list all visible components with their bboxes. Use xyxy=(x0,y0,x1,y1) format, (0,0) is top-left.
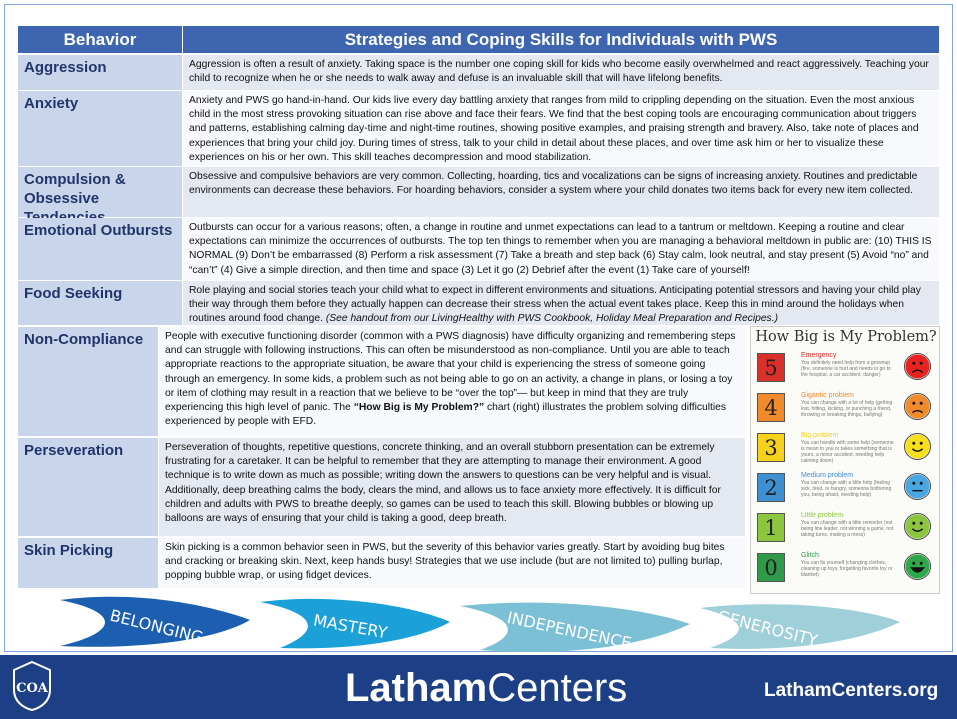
angry-face-icon xyxy=(904,353,931,380)
text-aggression: Aggression is often a result of anxiety. Taking space is the number one coping skill for kids who become easily overwhelmed and react aggressively. Teaching your child to recognize when he or she needs to walk away and defuse is an invaluable skill that will have lifelong benefits. xyxy=(183,55,939,90)
text-skin-picking: Skin picking is a common behavior seen in PWS, but the severity of this behavior varies greatly. Start by avoiding bug bites and cracking or breaking skin. Next, keep hands busy! Strategies that we use include (but are not limited to) pulling burlap, popping bubble wrap, or using fidget devices. xyxy=(159,538,745,588)
problem-level-4 xyxy=(757,391,935,427)
smile-face-icon xyxy=(904,433,931,460)
text-anxiety: Anxiety and PWS go hand-in-hand. Our kids live every day battling anxiety that ranges from mild to crippling depending on the situation. Even the most anxious child in the most stress provoking situation can rise above and face their fears. We find that the best coping tools are encouraging communication about triggers and patterns, establishing calming day-time and night-time routines, showing positive examples, and praising strength and bravery. Also, take note of places and experiences that bring your child joy. During times of stress, talk to your child in detail about these places, and over time ask him or her to visualize these experiences on his or her own. This skill teaches decompression and mood stabilization. xyxy=(183,91,939,166)
food-seeking-note: (See handout from our LivingHealthy with PWS Cookbook, Holiday Meal Preparation and Recipes.) xyxy=(325,313,778,325)
label-emotional-outbursts: Emotional Outbursts xyxy=(18,218,182,280)
text-non-compliance xyxy=(159,327,745,436)
label-anxiety: Anxiety xyxy=(18,91,182,166)
sad-face-icon xyxy=(904,393,931,420)
level-number: 3 xyxy=(757,433,785,462)
level-number: 0 xyxy=(757,553,785,582)
non-compliance-text: People with executive functioning disorder (common with a PWS diagnosis) have difficulty organizing and remembering steps and can struggle with following instructions. This can often be misunderstood as non-compliance. Until you are able to teach appropriate reactions to the appropriate situation, be aware that your child is experiencing the stress of someone going through an emergency. In some kids, a problem such as not being able to go on an activity, a change in plans, or losing a toy or item of clothing may result in a reaction that we believe to be “over the top”— but keep in mind that they are truly experiencing this high level of panic. The xyxy=(165,331,736,414)
level-description: You can change with a little help (feeling sick, tired, or hungry, someone bothering you, being afraid, needing help) xyxy=(801,480,892,498)
level-number: 2 xyxy=(757,473,785,502)
label-food-seeking: Food Seeking xyxy=(18,281,182,325)
level-name: Medium problem xyxy=(801,472,854,479)
text-compulsion: Obsessive and compulsive behaviors are very common. Collecting, hoarding, tics and vocalizations can be signs of increasing anxiety. Routines and predictable environments can decrease these behaviors. For hoarding behaviors, consider a system where your child donates two items back for every new item collected. xyxy=(183,167,939,217)
level-name: Big problem xyxy=(801,432,839,439)
level-description: You can fix yourself (changing clothes, cleaning up toys, forgetting favorite toy or blanket) xyxy=(801,560,893,578)
label-compulsion: Compulsion & Obsessive xyxy=(18,167,182,217)
website-url[interactable]: LathamCenters.org xyxy=(764,680,939,701)
header-strategies: Strategies and Coping Skills for Individuals with PWS xyxy=(183,26,939,53)
level-name: Emergency xyxy=(801,352,837,359)
food-seeking-text: Role playing and social stories teach your child what to expect in different environments and situations. Anticipating potential stressors and having your child play their way through them before they actually happen can decrease their stress when the actual event takes place. Keep this in mind around the holidays when routines around food change. xyxy=(189,285,921,325)
level-number: 4 xyxy=(757,393,785,422)
header-behavior: Behavior xyxy=(18,26,182,53)
level-number: 5 xyxy=(757,353,785,382)
how-big-is-my-problem-chart xyxy=(750,326,940,594)
label-aggression: Aggression xyxy=(18,55,182,90)
text-emotional-outbursts: Outbursts can occur for a various reasons; often, a change in routine and unmet expectations can lead to a tantrum or meltdown. Keeping a routine and clear expectations can minimize the occurrences of outbursts. The top ten things to remember when you are managing a behavioral meltdown in public are: (10) THIS IS NORMAL (9) Don’t be embarrassed (8) Perform a risk assessment (7) Take a breath and step back (6) Stay calm, look neutral, and stay present (5) Avoid “no” and “can’t” (4) Give a simple direction, and then time and space (3) Let it go (2) Debrief after the event (1) Take care of yourself! xyxy=(183,218,939,280)
values-banner xyxy=(0,592,957,662)
text-food-seeking xyxy=(183,281,939,325)
coa-badge-text: COA xyxy=(16,681,48,696)
coa-badge-icon xyxy=(10,660,54,712)
level-number: 1 xyxy=(757,513,785,542)
level-name: Gigantic problem xyxy=(801,392,854,399)
text-perseveration: Perseveration of thoughts, repetitive questions, concrete thinking, and an overall stubborn presentation can be extremely frustrating for a caretaker. It can be helpful to remember that they are attempting to manage their environment. A good technique is to write down as much as possible; writing down the answers to questions can be very helpful and is visual. Additionally, deep breathing calms the body, clears the mind, and allows us to face anxiety more effectively. It is difficult for children and adults with PWS to breathe deeply, so games can be used to teach this skill. Blowing bubbles or blowing up balloons are ways of ensuring that your child is taking a good, deep breath. xyxy=(159,438,745,536)
brand-centers: Centers xyxy=(487,666,628,710)
level-description: You can handle with some help (someone is mean to you or takes something that is yours, a minor accident, needing help calming down) xyxy=(801,440,894,464)
latham-centers-logo xyxy=(345,666,627,711)
banner-word-generosity: GENEROSITY xyxy=(715,606,820,650)
level-description: You can change with a lot of help (getting lost, hitting, kicking, or punching a friend, throwing or breaking things, bullying) xyxy=(801,400,893,418)
flat-face-icon xyxy=(904,473,931,500)
level-name: Glitch xyxy=(801,552,819,559)
brand-latham: Latham xyxy=(345,666,488,710)
label-perseveration: Perseveration xyxy=(18,438,158,536)
banner-word-belonging: BELONGING xyxy=(107,605,206,648)
smile-face-icon xyxy=(904,513,931,540)
problem-level-3 xyxy=(757,431,935,467)
level-name: Little problem xyxy=(801,512,844,519)
chart-title: How Big is My Problem? xyxy=(755,329,937,345)
level-description: You can change with a little reminder (not being line leader, not winning a game, not taking turns, making a mess) xyxy=(801,520,894,538)
problem-level-1 xyxy=(757,511,935,547)
non-compliance-chart-ref: “How Big is My Problem?” xyxy=(353,402,485,414)
level-description: You definitely need help from a grownup (fire, someone is hurt and needs to go to the hospital, a car accident, danger) xyxy=(801,360,891,378)
banner-word-mastery: MASTERY xyxy=(311,610,389,643)
problem-level-0 xyxy=(757,551,935,587)
label-non-compliance: Non-Compliance xyxy=(18,327,158,436)
banner-word-independence: INDEPENDENCE xyxy=(505,607,634,653)
problem-level-5 xyxy=(757,351,935,387)
grin-face-icon xyxy=(904,553,931,580)
non-compliance-tail: chart (right) illustrates the problem solving difficulties experienced by people with EFD. xyxy=(165,402,727,428)
problem-level-2 xyxy=(757,471,935,507)
label-skin-picking: Skin Picking xyxy=(18,538,158,588)
